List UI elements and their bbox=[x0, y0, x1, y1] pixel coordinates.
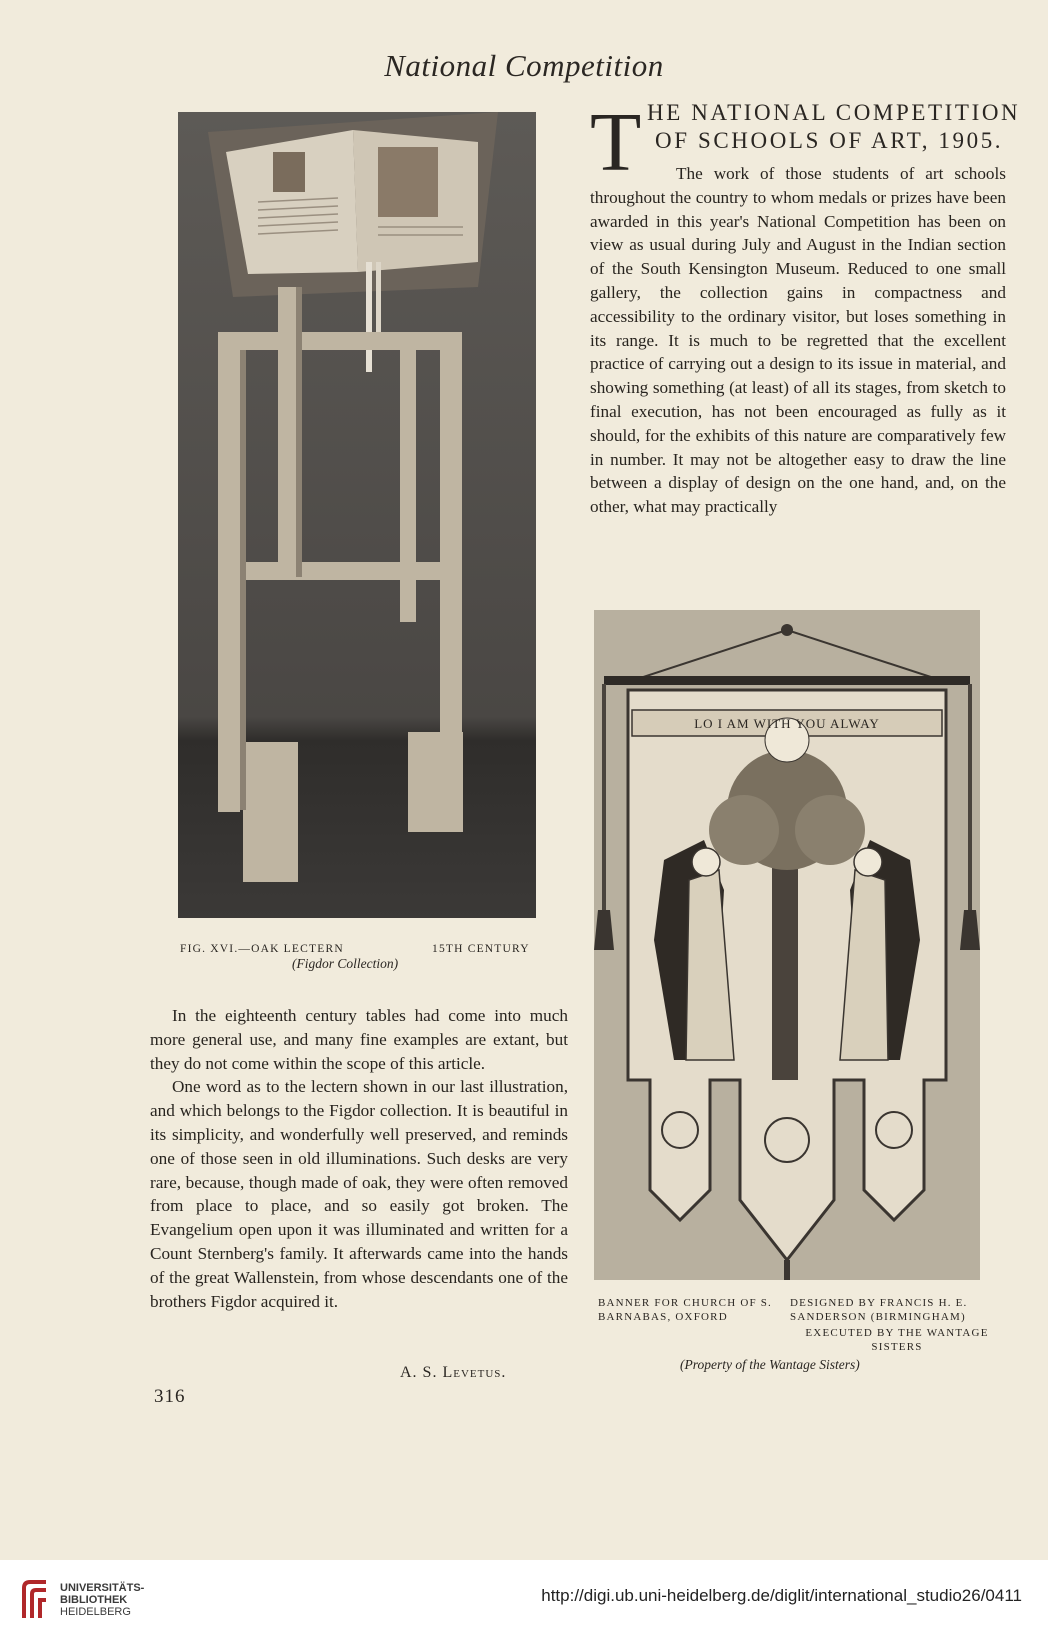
author-signature: A. S. Levetus. bbox=[400, 1364, 507, 1381]
banner-photograph bbox=[594, 610, 980, 1280]
running-head: National Competition bbox=[384, 48, 664, 83]
article-headline-line2: OF SCHOOLS OF ART, 1905. bbox=[655, 128, 1004, 153]
logo-line-3: HEIDELBERG bbox=[60, 1606, 131, 1618]
logo-line-1: UNIVERSITÄTS- bbox=[60, 1582, 145, 1594]
page-number: 316 bbox=[154, 1386, 186, 1407]
left-paragraph-2: One word as to the lectern shown in our last illustration, and which belongs to the Figdor collection. It is beautiful in its simplicity, and wonderfully well preserved, and reminds one of those seen in old illuminations. Such desks are very rare, because, though made of oak, they were often removed from place to place, and so easily got broken. The Evangelium open upon it was illuminated and written for a Count Sternberg's family. It afterwards came into the hands of the great Wallenstein, from whose descendants one of the brothers Figdor acquired it. bbox=[150, 1077, 568, 1311]
article-body-right bbox=[590, 162, 1006, 519]
banner-illustration bbox=[594, 610, 980, 1280]
article-body-left bbox=[150, 1004, 568, 1313]
library-logo-text[interactable] bbox=[60, 1582, 144, 1618]
library-logo-icon[interactable] bbox=[20, 1578, 50, 1622]
lectern-caption-date: 15TH CENTURY bbox=[432, 943, 530, 955]
article-paragraph: The work of those students of art schools throughout the country to whom medals or prizes have been awarded in this year's National Competition has been on view as usual during July and August in the Indian section of the South Kensington Museum. Reduced to one small gallery, the collection gains in compactness and accessibility to the ordinary visitor, but loses something in its range. It is much to be regretted that the excellent practice of carrying out a design to its issue in material, and showing something (at least) of all its stages, from sketch to final execution, has not been encouraged as fully as it should, for the exhibits of this nature are comparatively few in number. It may not be altogether easy to draw the line between a display of design on the one hand, and, on the other, what may practically bbox=[590, 164, 1006, 517]
lectern-caption-label: FIG. XVI.—OAK LECTERN bbox=[180, 943, 344, 955]
banner-inscription: LO I AM WITH YOU ALWAY bbox=[694, 716, 880, 731]
left-paragraph-1: In the eighteenth century tables had come into much more general use, and many fine examples are extant, but they do not come within the scope of this article. bbox=[150, 1006, 568, 1073]
lectern-illustration bbox=[178, 112, 536, 918]
footer-bar bbox=[0, 1560, 1048, 1639]
footer-url-link[interactable]: http://digi.ub.uni-heidelberg.de/diglit/international_studio26/0411 bbox=[541, 1586, 1022, 1605]
article-dropcap: T bbox=[590, 96, 642, 189]
lectern-caption-collection: (Figdor Collection) bbox=[292, 956, 399, 971]
lectern-photograph bbox=[178, 112, 536, 918]
banner-caption-designer: DESIGNED BY FRANCIS H. E. SANDERSON (BIRMINGHAM) bbox=[790, 1297, 968, 1323]
logo-line-2: BIBLIOTHEK bbox=[60, 1594, 128, 1606]
banner-caption-property: (Property of the Wantage Sisters) bbox=[680, 1357, 860, 1372]
article-headline-line1: HE NATIONAL COMPETITION bbox=[647, 100, 1021, 125]
banner-caption-left: BANNER FOR CHURCH OF S. BARNABAS, OXFORD bbox=[598, 1297, 772, 1323]
banner-caption-executed: EXECUTED BY THE WANTAGE SISTERS bbox=[805, 1327, 989, 1353]
